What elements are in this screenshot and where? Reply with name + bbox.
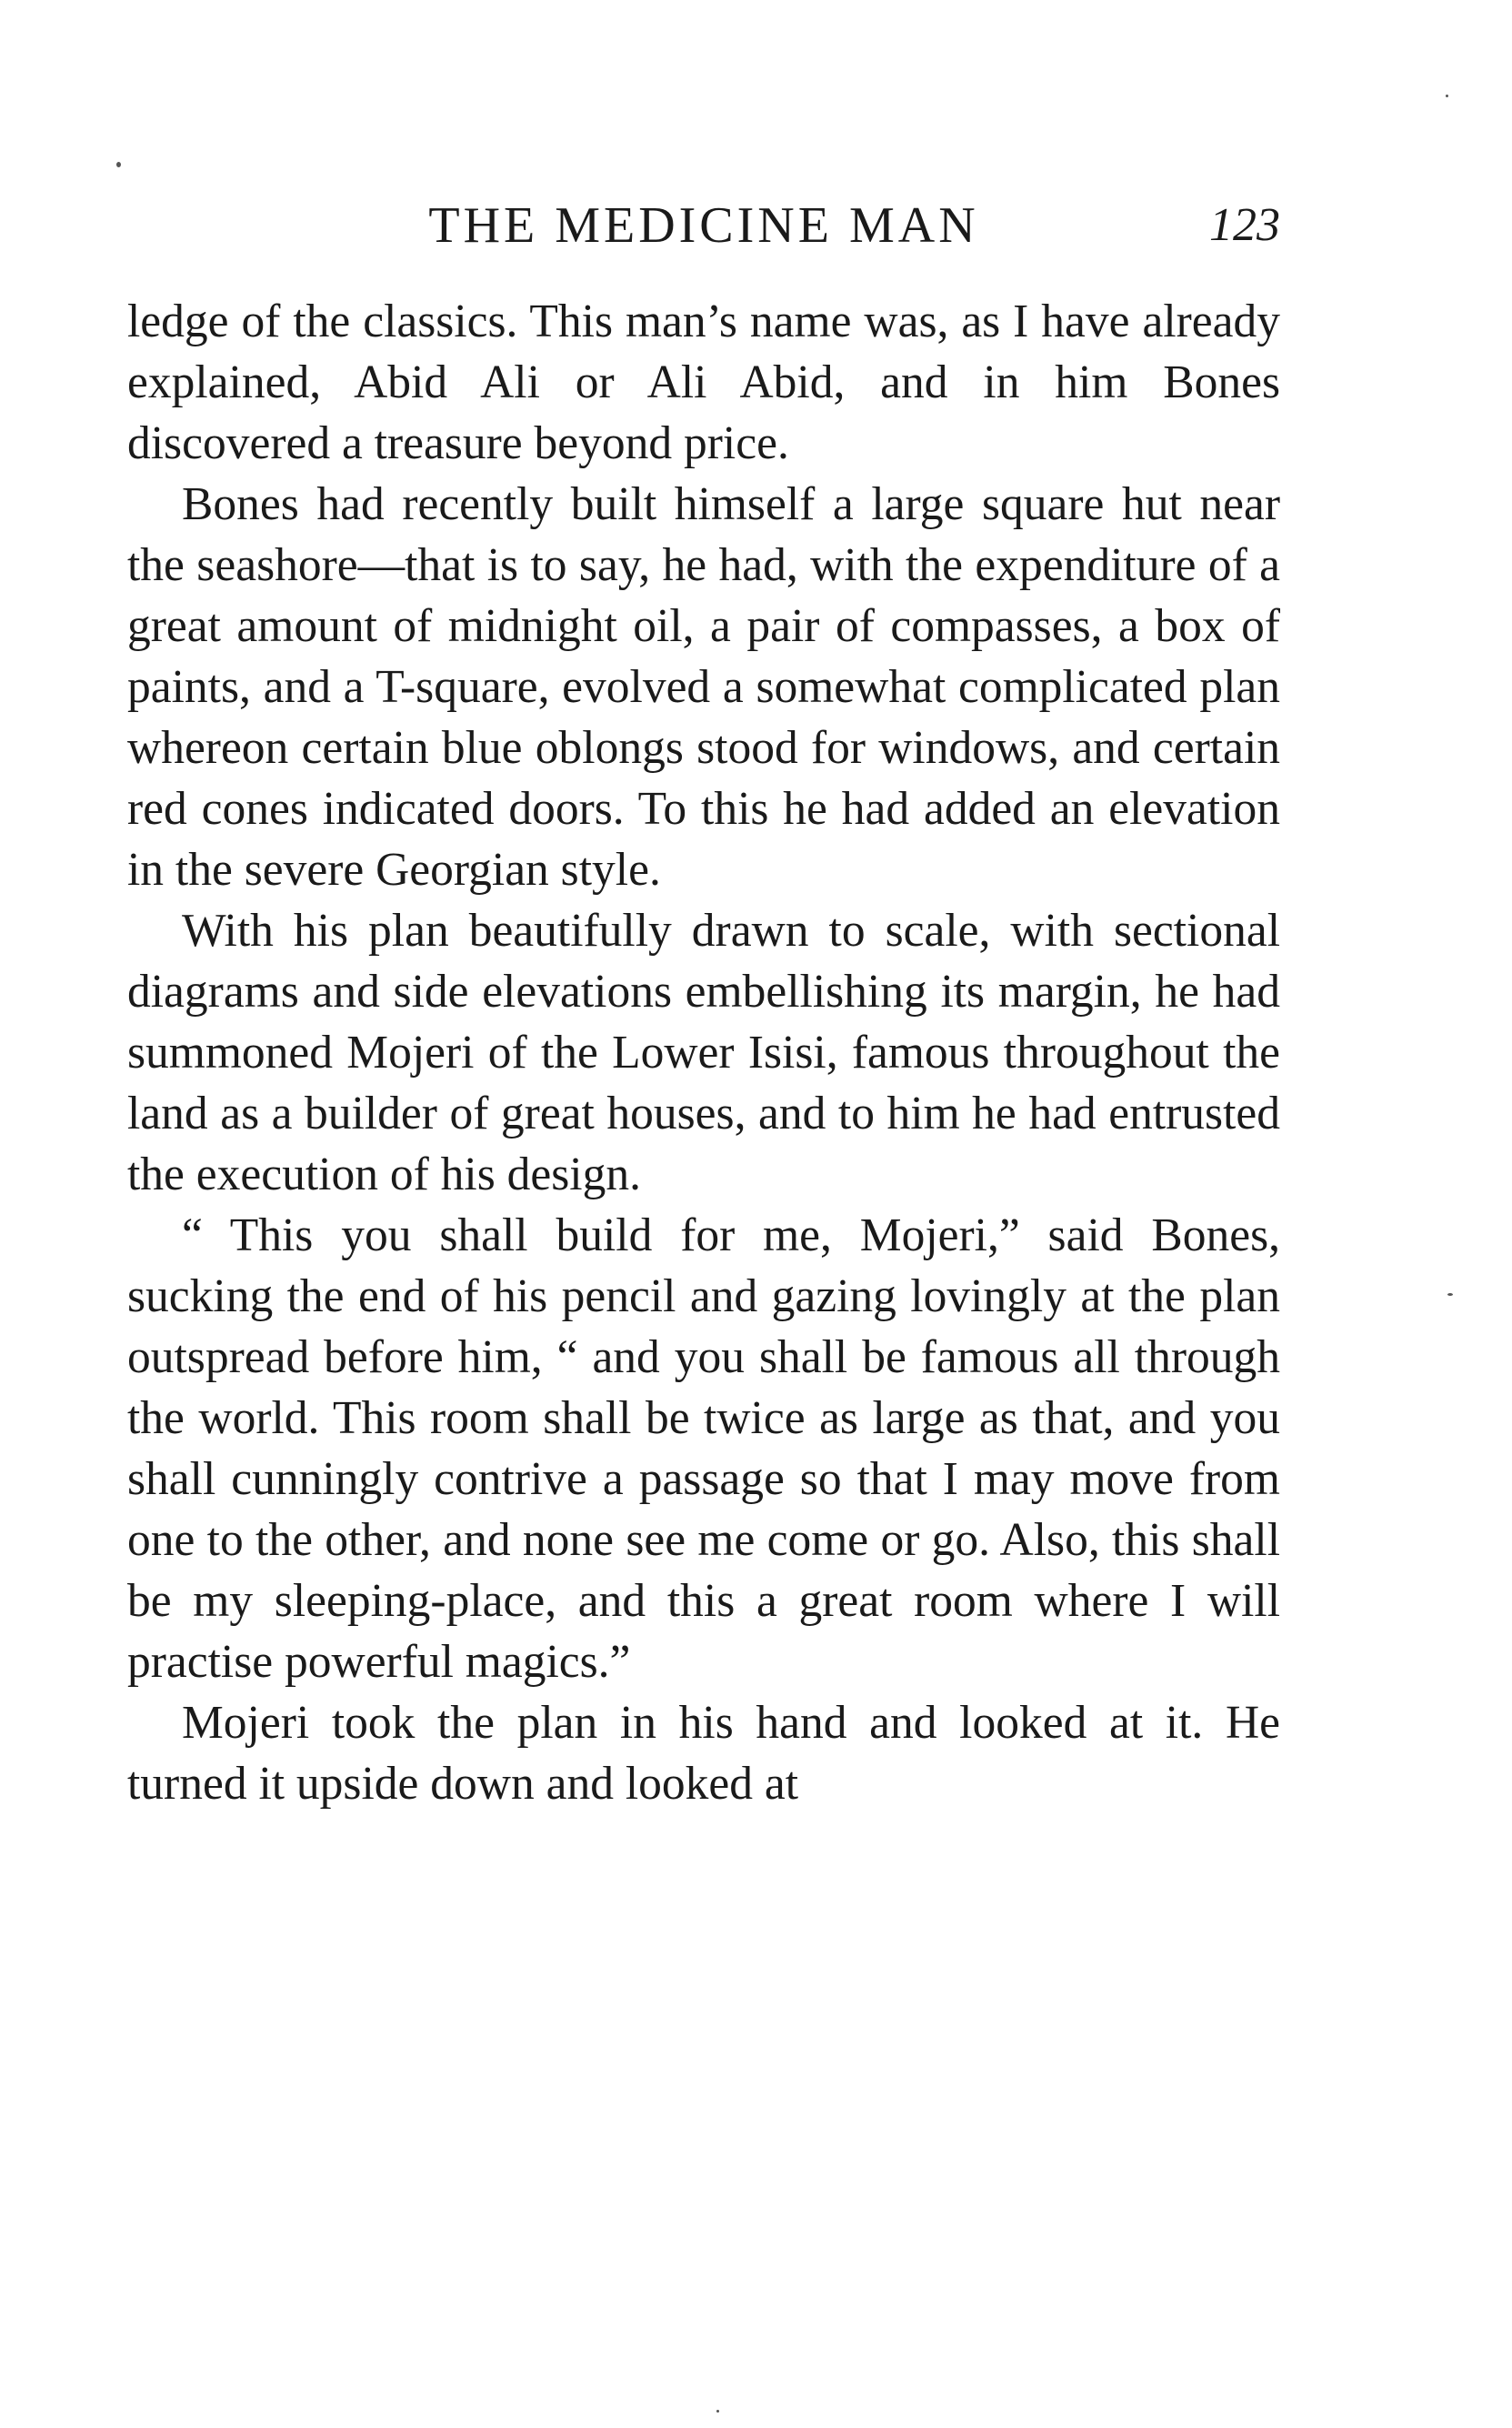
paragraph: Mojeri took the plan in his hand and looked at it. He turned it upside down and looked at (127, 1697, 1280, 1810)
paragraph: Bones had recently built himself a large square hut near the seashore—that is to say, he had, with the expenditure of a great amount of midnight oil, a pair of compasses, a box of paints, and a T-square, evolved a somewhat complicated plan whereon certain blue oblongs stood for windows, and certain red cones indicated doors. To this he had added an elevation in the severe Georgian style. (127, 478, 1280, 896)
running-head (127, 189, 1280, 262)
page-number: 123 (1209, 199, 1280, 251)
scan-speck (1447, 1293, 1453, 1296)
paragraph: With his plan beautifully drawn to scale, with sectional diagrams and side elevations embellishing its margin, he had summoned Mojeri of the Lower Isisi, famous throughout the land as a builder of great houses, and to him he had entrusted the execution of his design. (127, 905, 1280, 1200)
scan-speck (1446, 95, 1448, 97)
body-text (127, 291, 1280, 1814)
running-title: THE MEDICINE MAN (428, 197, 979, 254)
scan-speck (716, 2410, 719, 2413)
paragraph: ledge of the classics. This man’s name was, as I have already explained, Abid Ali or Ali Abid, and in him Bones discovered a treasure beyond price. (127, 296, 1280, 469)
paragraph: “ This you shall build for me, Mojeri,” said Bones, sucking the end of his pencil and gazing lovingly at the plan outspread before him, “ and you shall be famous all through the world. This room shall be twice as large as that, and you shall cunningly contrive a passage so that I may move from one to the other, and none see me come or go. Also, this shall be my sleeping-place, and this a great room where I will practise powerful magics.” (127, 1209, 1280, 1688)
scan-speck (116, 162, 121, 167)
